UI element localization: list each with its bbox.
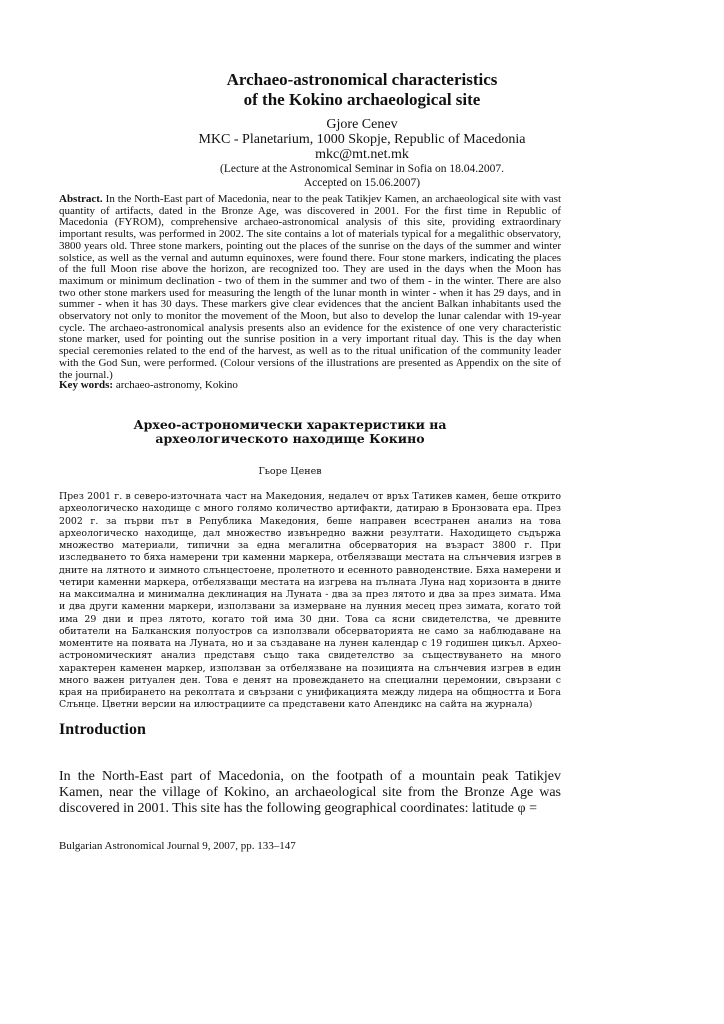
abstract — [59, 194, 561, 381]
paper-title — [0, 70, 724, 110]
bulgarian-title-line-1: Археo-астрономически характеристики на — [133, 417, 447, 432]
author-name: Gjore Cenev — [326, 117, 398, 132]
abstract-label: Abstract. — [59, 193, 103, 205]
bulgarian-abstract: През 2001 г. в северо-източната част на Македония, недалеч от връх Татикев камен, беше открито археологическо находище с много голямо количество артифакти, датираю в Бронзовата ера. През 2002 г. за първи път в Република Македония, беше направен всестранен анализ на това археологическо находище, дал множество извънредно важни резултати. Находището съдържа множество материали, типични за една мегалитна обсерватория на възраст 3800 г. При изследването то бяха намерени три каменни маркера, отбелязващи местата на слънчевия изгрев в дните на лятното и зимното слънцестоене, пролетното и есенното равноденствие. Бяха намерени и четири каменни маркера, отбелязващи местата на изгрева на пълната Луна над хоризонта в дните на максимална и минимална деклинация на Луната - два за през лятото и два за през зимата. Има и два други каменни маркери, използвани за измерване на лунния месец през зимата, когато той има 29 дни и през лятото, когато той има 30 дни. Това са ясни свидетелства, че древните обитатели на Балканския полуостров са използвали обсерваторията не само за наблюдаване на моментите на появата на Луната, но и за създаване на лунен календар с 19 годишен цикъл. Археo-астрономическият анализ представя също така свидетелство за съществуването на много характерен каменен маркер, използван за отбелязване на позицията на слънчевия изгрев в един много важен ритуален ден. Това е денят на провеждането на специални церемонии, свързани с края на прибирането на реколтата и свързани с унификацията между лидера на общността и Бога Слънце. Цветни версии на илюстрациите са представени като Апендикс на сайта на журнала) — [59, 491, 561, 711]
keywords-label: Key words: — [59, 379, 114, 391]
accepted-date: Accepted on 15.06.2007) — [303, 177, 421, 189]
lecture-note: (Lecture at the Astronomical Seminar in Sofia on 18.04.2007. — [220, 163, 504, 175]
title-line-1: Archaeo-astronomical characteristics — [226, 70, 498, 89]
bulgarian-title — [0, 418, 580, 446]
author-block — [0, 117, 724, 190]
title-line-2: of the Kokino archaeological site — [243, 90, 481, 109]
keywords — [59, 379, 561, 391]
abstract-text: In the North-East part of Macedonia, near to the peak Tatikjev Kamen, an archaeological site with vast quantity of artifacts, dated in the Bronze Age, was discovered in 2001. For the first time in Republic of Macedonia (FYROM), comprehensive archaeo-astronomical analysis of this site, providing extraordinary important results, was performed in 2002. The site contains a lot of materials typical for a megalithic observatory, 3800 years old. Three stone markers, pointing out the places of the sunrise on the days of the summer and winter solstice, as well as the vernal and autumn equinoxes, were found there. Four stone markers, indicating the places of the full Moon rise above the horizon, are recognized too. They are used in the days when the Moon has maximum or minimum declination - two of them in the summer and two of them - in the winter. There are also two other stone markers used for measuring the length of the lunar month in winter - when it has 29 days, and in summer - when it has 30 days. These markers give clear evidences that the ancient Balkan inhabitants used the observatory not only to monitor the movement of the Moon, but also to develop the lunar calendar with 19-year cycle. The archaeo-astronomical analysis presents also an evidence for the existence of one very characteristic stone marker, used for pointing out the sunrise position in a very important ritual day. This is the day when special ceremonies related to the end of the harvest, as well as to the ritual unification of the community leader with the God Sun, were performed. (Colour versions of the illustrations are presented as Appendix on the site of the journal.) — [59, 193, 561, 381]
author-email: mkc@mt.net.mk — [315, 147, 409, 162]
bulgarian-author: Гьоре Ценев — [258, 466, 322, 477]
bulgarian-title-line-2: археологическото находище Кокино — [155, 431, 425, 446]
introduction-text: In the North-East part of Macedonia, on the footpath of a mountain peak Tatikjev Kamen, near the village of Kokino, an archaeological site from the Bronze Age was discovered in 2001. This site has the following geographical coordinates: latitude φ = — [59, 769, 561, 816]
journal-footer: Bulgarian Astronomical Journal 9, 2007, pp. 133–147 — [59, 840, 296, 852]
author-affiliation: MKC - Planetarium, 1000 Skopje, Republic of Macedonia — [198, 132, 526, 147]
introduction-heading: Introduction — [59, 721, 146, 738]
keywords-text: archaeo-astronomy, Kokino — [115, 379, 238, 391]
